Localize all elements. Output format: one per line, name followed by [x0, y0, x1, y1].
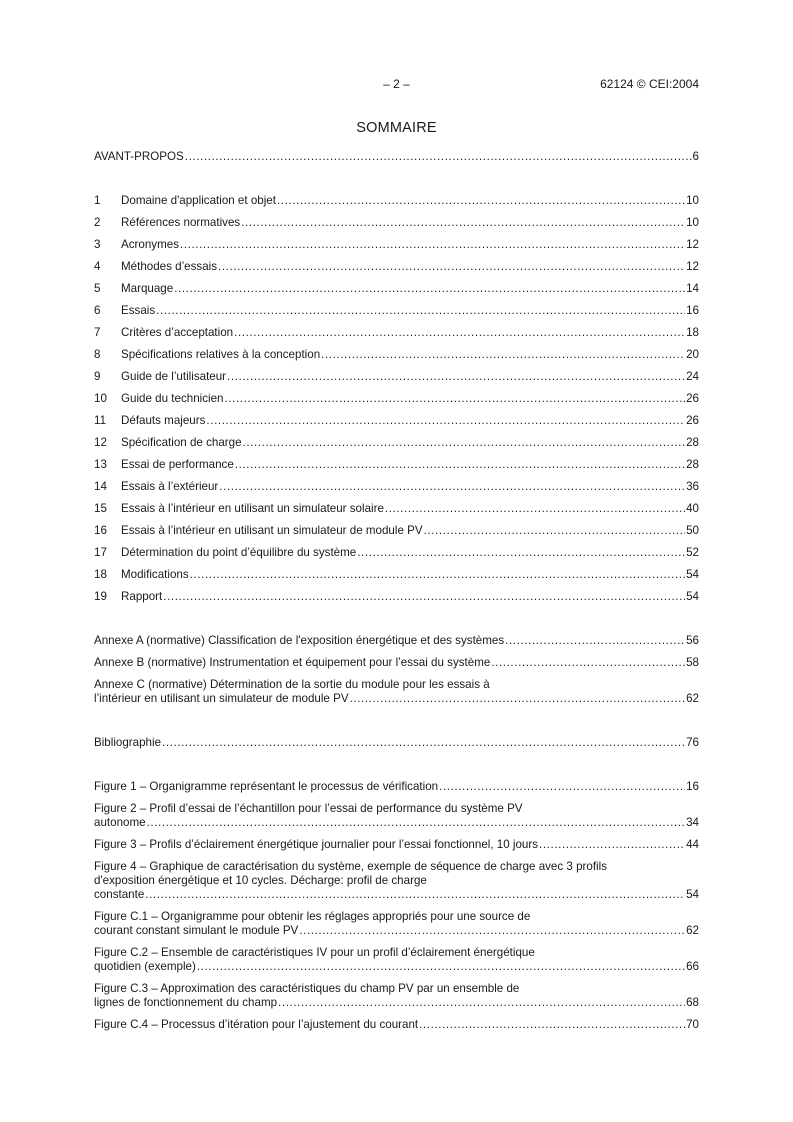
- toc-figure-entry[interactable]: [94, 780, 699, 794]
- leader-dots: [227, 370, 685, 384]
- toc-entry-label: Guide du technicien: [121, 392, 224, 405]
- leader-dots: [278, 996, 685, 1010]
- toc-entry-label: Méthodes d’essais: [121, 260, 218, 273]
- leader-dots: [162, 736, 685, 750]
- section-number: 4: [94, 260, 101, 273]
- toc-figure-entry[interactable]: [94, 982, 699, 1010]
- section-number: 10: [94, 392, 107, 405]
- leader-dots: [235, 458, 685, 472]
- page-number: – 2 –: [383, 77, 410, 91]
- toc-entry-page: 10: [686, 194, 699, 207]
- toc-entry-label: Spécifications relatives à la conception: [121, 348, 321, 361]
- leader-dots: [156, 304, 685, 318]
- leader-dots: [419, 1018, 685, 1032]
- toc-entry-label: Essais: [121, 304, 156, 317]
- leader-dots: [218, 260, 685, 274]
- leader-dots: [174, 282, 685, 296]
- section-number: 7: [94, 326, 101, 339]
- toc-entry-label: Marquage: [121, 282, 174, 295]
- toc-entry-bibliography[interactable]: [94, 736, 699, 750]
- section-number: 6: [94, 304, 101, 317]
- toc-entry-page: 18: [686, 326, 699, 339]
- leader-dots: [299, 924, 685, 938]
- section-number: 8: [94, 348, 101, 361]
- toc-entry-page: 66: [686, 960, 699, 973]
- toc-entry-label-line1: Figure C.1 – Organigramme pour obtenir les réglages appropriés pour une source de: [94, 910, 531, 923]
- toc-entry-page: 12: [686, 260, 699, 273]
- toc-entry-label-line2: constante: [94, 888, 145, 901]
- toc-figure-entry[interactable]: [94, 910, 699, 938]
- leader-dots: [145, 888, 685, 902]
- toc-figure-entry[interactable]: [94, 802, 699, 830]
- leader-dots: [180, 238, 685, 252]
- toc-section-entry[interactable]: [94, 546, 699, 560]
- toc-section-entry[interactable]: [94, 436, 699, 450]
- section-number: 11: [94, 414, 107, 427]
- toc-entry-page: 6: [692, 150, 699, 163]
- toc-section-entry[interactable]: [94, 260, 699, 274]
- toc-entry-label: Rapport: [121, 590, 163, 603]
- toc-entry-label: Critères d’acceptation: [121, 326, 234, 339]
- toc-section-entry[interactable]: [94, 502, 699, 516]
- section-number: 5: [94, 282, 101, 295]
- toc-entry-page: 44: [686, 838, 699, 851]
- leader-dots: [424, 524, 686, 538]
- section-number: 9: [94, 370, 101, 383]
- leader-dots: [539, 838, 685, 852]
- toc-entry-label: Figure 1 – Organigramme représentant le processus de vérification: [94, 780, 439, 793]
- toc-entry-page: 62: [686, 924, 699, 937]
- leader-dots: [206, 414, 685, 428]
- toc-annex-entry[interactable]: [94, 634, 699, 648]
- leader-dots: [505, 634, 685, 648]
- toc-section-entry[interactable]: [94, 590, 699, 604]
- toc-entry-page: 26: [686, 414, 699, 427]
- toc-entry-page: 40: [686, 502, 699, 515]
- toc-section-entry[interactable]: [94, 216, 699, 230]
- toc-entry-label-line1: Annexe C (normative) Détermination de la sortie du module pour les essais à: [94, 678, 490, 691]
- toc-entry-page: 10: [686, 216, 699, 229]
- leader-dots: [234, 326, 685, 340]
- section-number: 1: [94, 194, 101, 207]
- toc-entry-label-line2: autonome: [94, 816, 146, 829]
- toc-figure-entry[interactable]: [94, 860, 699, 902]
- toc-entry-label: Figure C.4 – Processus d’itération pour l’ajustement du courant: [94, 1018, 419, 1031]
- toc-entry-page: 34: [686, 816, 699, 829]
- toc-entry-label: Annexe A (normative) Classification de l'exposition énergétique et des systèmes: [94, 634, 505, 647]
- toc-figure-entry[interactable]: [94, 946, 699, 974]
- toc-figure-entry[interactable]: [94, 1018, 699, 1032]
- leader-dots: [224, 392, 685, 406]
- section-number: 15: [94, 502, 107, 515]
- toc-section-entry[interactable]: [94, 568, 699, 582]
- toc-entry-page: 54: [686, 888, 699, 901]
- leader-dots: [241, 216, 685, 230]
- toc-entry-label: Guide de l’utilisateur: [121, 370, 227, 383]
- section-number: 16: [94, 524, 107, 537]
- toc-entry-page: 16: [686, 304, 699, 317]
- toc-section-entry[interactable]: [94, 458, 699, 472]
- leader-dots: [219, 480, 685, 494]
- toc-entry-label-line2: courant constant simulant le module PV: [94, 924, 299, 937]
- toc-figure-entry[interactable]: [94, 838, 699, 852]
- toc-entry-page: 58: [686, 656, 699, 669]
- toc-entry-label-line2: l’intérieur en utilisant un simulateur de module PV: [94, 692, 349, 705]
- toc-entry-page: 54: [686, 568, 699, 581]
- toc-entry-label: Défauts majeurs: [121, 414, 206, 427]
- toc-section-entry[interactable]: [94, 524, 699, 538]
- toc-entry-avant-propos[interactable]: [94, 150, 699, 164]
- toc-entry-label: Essais à l’intérieur en utilisant un simulateur de module PV: [121, 524, 423, 537]
- toc-entry-label: Essais à l’extérieur: [121, 480, 219, 493]
- toc-entry-label: Annexe B (normative) Instrumentation et équipement pour l’essai du système: [94, 656, 491, 669]
- page-header: [94, 77, 699, 93]
- toc-section-entry[interactable]: [94, 238, 699, 252]
- toc-entry-page: 68: [686, 996, 699, 1009]
- leader-dots: [385, 502, 685, 516]
- toc-entry-label-line1: Figure C.3 – Approximation des caractéristiques du champ PV par un ensemble de: [94, 982, 520, 995]
- toc-entry-label-line1: Figure C.2 – Ensemble de caractéristiques IV pour un profil d’éclairement énergétique: [94, 946, 535, 959]
- section-number: 2: [94, 216, 101, 229]
- leader-dots: [357, 546, 685, 560]
- toc-entry-page: 24: [686, 370, 699, 383]
- section-number: 19: [94, 590, 107, 603]
- section-number: 17: [94, 546, 107, 559]
- toc-section-entry[interactable]: [94, 348, 699, 362]
- toc-entry-page: 20: [686, 348, 699, 361]
- toc-entry-page: 26: [686, 392, 699, 405]
- document-reference: 62124 © CEI:2004: [600, 77, 699, 91]
- toc-entry-label: Modifications: [121, 568, 189, 581]
- toc-section-entry[interactable]: [94, 392, 699, 406]
- toc-entry-label: Spécification de charge: [121, 436, 242, 449]
- section-number: 14: [94, 480, 107, 493]
- leader-dots: [163, 590, 685, 604]
- toc-entry-label-line2: quotidien (exemple): [94, 960, 196, 973]
- toc-annex-entry[interactable]: [94, 678, 699, 706]
- toc-entry-label-line2: lignes de fonctionnement du champ: [94, 996, 278, 1009]
- leader-dots: [350, 692, 686, 706]
- toc-entry-label: AVANT-PROPOS: [94, 150, 184, 163]
- toc-section-entry[interactable]: [94, 304, 699, 318]
- toc-entry-page: 14: [686, 282, 699, 295]
- leader-dots: [147, 816, 686, 830]
- leader-dots: [190, 568, 685, 582]
- toc-title: SOMMAIRE: [356, 120, 437, 136]
- toc-entry-page: 16: [686, 780, 699, 793]
- section-number: 12: [94, 436, 107, 449]
- toc-entry-label: Références normatives: [121, 216, 241, 229]
- toc-entry-page: 54: [686, 590, 699, 603]
- toc-entry-page: 70: [686, 1018, 699, 1031]
- toc-entry-label-line1: Figure 2 – Profil d’essai de l’échantillon pour l’essai de performance du système PV: [94, 802, 523, 815]
- section-number: 3: [94, 238, 101, 251]
- toc-entry-page: 50: [686, 524, 699, 537]
- section-number: 18: [94, 568, 107, 581]
- toc-section-entry[interactable]: [94, 480, 699, 494]
- leader-dots: [491, 656, 685, 670]
- toc-entry-label: Domaine d'application et objet: [121, 194, 276, 207]
- toc-entry-page: 52: [686, 546, 699, 559]
- toc-entry-page: 76: [686, 736, 699, 749]
- toc-entry-label: Détermination du point d’équilibre du système: [121, 546, 357, 559]
- toc-entry-label: Figure 3 – Profils d’éclairement énergétique journalier pour l’essai fonctionnel, 10 jours: [94, 838, 539, 851]
- toc-entry-label-line1: Figure 4 – Graphique de caractérisation du système, exemple de séquence de charge avec 3 profils d'exposition énergétique et 10 cycles. Décharge: profil de charge: [94, 860, 607, 887]
- toc-section-entry[interactable]: [94, 194, 699, 208]
- leader-dots: [243, 436, 686, 450]
- toc-annex-entry[interactable]: [94, 656, 699, 670]
- leader-dots: [277, 194, 685, 208]
- toc-entry-label: Bibliographie: [94, 736, 162, 749]
- toc-entry-label: Acronymes: [121, 238, 179, 251]
- toc-entry-page: 28: [686, 458, 699, 471]
- leader-dots: [185, 150, 692, 164]
- toc-entry-page: 28: [686, 436, 699, 449]
- leader-dots: [197, 960, 685, 974]
- leader-dots: [321, 348, 685, 362]
- toc-section-entry[interactable]: [94, 414, 699, 428]
- toc-entry-page: 12: [686, 238, 699, 251]
- toc-entry-page: 56: [686, 634, 699, 647]
- toc-entry-page: 62: [686, 692, 699, 705]
- toc-section-entry[interactable]: [94, 282, 699, 296]
- leader-dots: [439, 780, 685, 794]
- toc-entry-label: Essais à l’intérieur en utilisant un simulateur solaire: [121, 502, 384, 515]
- toc-entry-page: 36: [686, 480, 699, 493]
- table-of-contents: [94, 150, 699, 1040]
- toc-entry-label: Essai de performance: [121, 458, 234, 471]
- toc-section-entry[interactable]: [94, 370, 699, 384]
- toc-section-entry[interactable]: [94, 326, 699, 340]
- section-number: 13: [94, 458, 107, 471]
